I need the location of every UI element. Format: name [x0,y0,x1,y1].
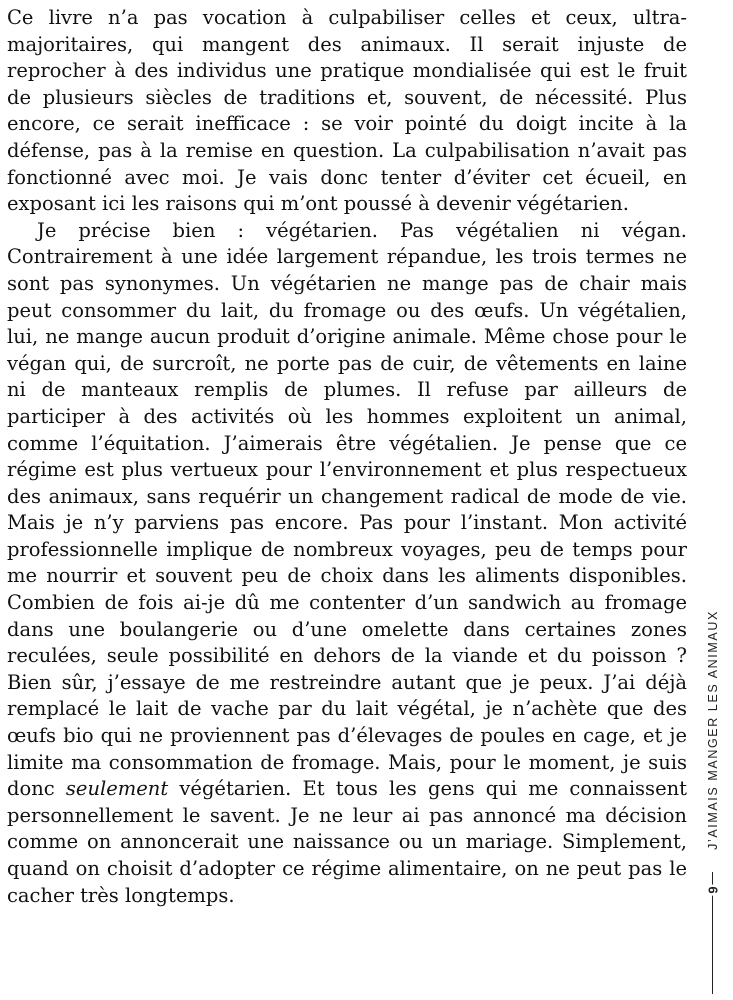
folio [698,880,728,900]
page-number: 9 [705,886,721,894]
body-text [7,5,687,909]
paragraph-1: Ce livre n’a pas vocation à culpabiliser celles et ceux, ultramajoritaires, qui mangent des animaux. Il serait injuste de reprocher à des individus une pratique mondialisée qui est le fruit de plusieurs siècles de traditions et, souvent, de nécessité. Plus encore, ce serait inefficace : se voir pointé du doigt incite à la défense, pas à la remise en question. La culpabilisation n’avait pas fonctionné avec moi. Je vais donc tenter d’éviter cet écueil, en exposant ici les raisons qui m’ont poussé à devenir végétarien. [7,6,687,216]
paragraph-2 [7,218,687,909]
running-head [698,570,728,890]
running-head-title: J’AIMAIS MANGER LES ANIMAUX [706,610,720,850]
paragraph-2-emphasis: seulement [65,777,169,801]
paragraph-2-text-end: végétarien. Et tous les gens qui me connaissent personnellement le savent. Je ne leur ai pas annoncé ma décision comme on annoncerait une naissance ou un mariage. Simplement, quand on choisit d’adopter ce régime alimentaire, on ne peut pas le cacher très longtemps. [7,777,688,907]
paragraph-2-text-start: Je précise bien : végétarien. Pas végétalien ni végan. Contrairement à une idée largement répandue, les trois termes ne sont pas synonymes. Un végétarien ne mange pas de chair mais peut consommer du lait, du fromage ou des œufs. Un végétalien, lui, ne mange aucun produit d’origine animale. Même chose pour le végan qui, de surcroît, ne porte pas de cuir, de vêtements en laine ni de manteaux remplis de plumes. Il refuse par ailleurs de participer à des activités où les hommes exploitent un animal, comme l’équitation. J’aimerais être végétalien. Je pense que ce régime est plus vertueux pour l’environnement et plus respectueux des animaux, sans requérir un changement radical de mode de vie. Mais je n’y parviens pas encore. Pas pour l’instant. Mon activité professionnelle implique de nombreux voyages, peu de temps pour me nourrir et souvent peu de choix dans les aliments disponibles. Combien de fois ai-je dû me contenter d’un sandwich au fromage dans une boulangerie ou d’une omelette dans certaines zones reculées, seule possibilité en dehors de la viande et du poisson ? Bien sûr, j’essaye de me restreindre autant que je peux. J’ai déjà remplacé le lait de vache par du lait végétal, je n’achète que des œufs bio qui ne proviennent pas d’élevages de poules en cage, et je limite ma consommation de fromage. Mais, pour le moment, je suis donc [7,218,687,801]
